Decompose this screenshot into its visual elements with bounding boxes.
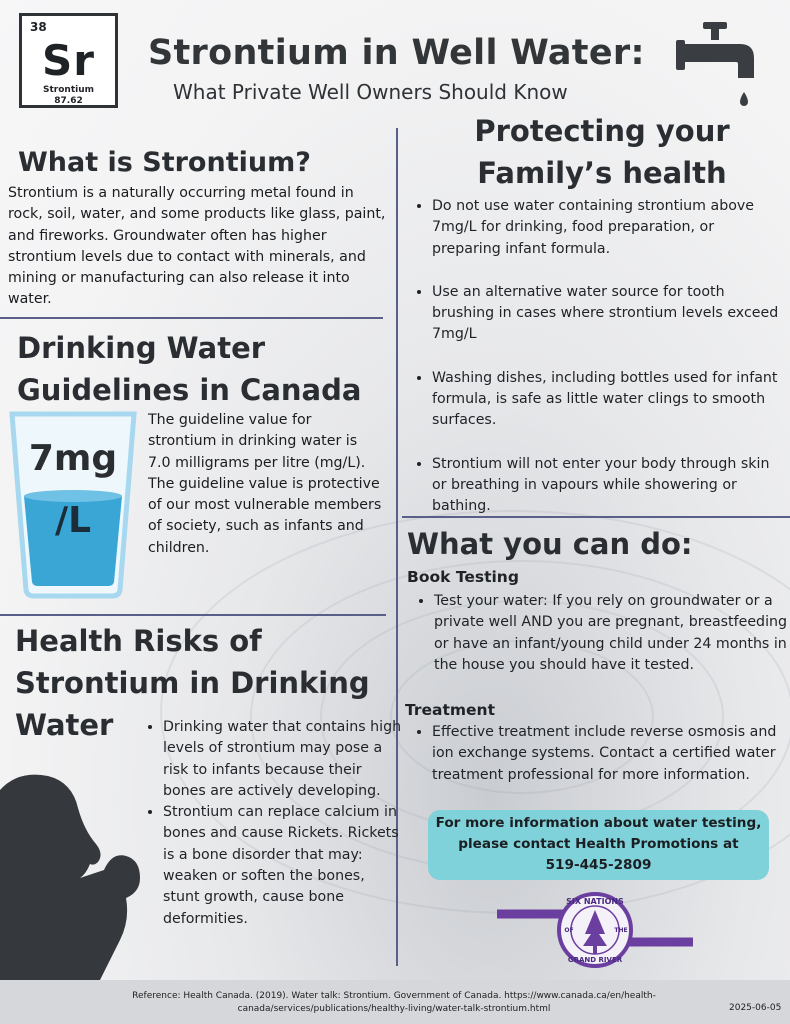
- logo-bottom-text: GRAND RIVER: [567, 956, 623, 964]
- footer-date: 2025-06-05: [729, 1003, 782, 1013]
- what-is-text: Strontium is a naturally occurring metal found in rock, soil, water, and some products like glass, paint, and fireworks. Groundwater often has higher strontium levels due to contact with minerals, and mining or manufacturing can also release it into water.: [8, 185, 386, 308]
- section-divider: [0, 317, 383, 319]
- element-symbol: Sr: [42, 36, 95, 85]
- health-risks-heading-line: Health Risks of: [15, 624, 262, 658]
- list-item: • Do not use water containing strontium above 7mg/L for drinking, food preparation, or preparing infant formula.: [432, 196, 780, 260]
- mother-child-silhouette: [0, 770, 145, 980]
- health-risks-heading-line: Strontium in Drinking: [15, 666, 370, 700]
- guidelines-heading-line: Guidelines in Canada: [17, 373, 362, 407]
- glass-value: 7mg: [28, 438, 118, 479]
- treatment-list: [410, 722, 790, 786]
- list-item: • Test your water: If you rely on groundwater or a private well AND you are pregnant, breastfeeding or have an infant/young child under 24 months in the house you should have it tested.: [434, 591, 790, 676]
- list-item: • Use an alternative water source for tooth brushing in cases where strontium levels exceed 7mg/L: [432, 282, 780, 346]
- atomic-number: 38: [30, 20, 47, 34]
- protecting-heading-line: Protecting your: [474, 114, 730, 148]
- guidelines-text: The guideline value for strontium in drinking water is 7.0 milligrams per litre (mg/L). The guideline value is protective of our most vulnerable members of society, such as infants and children.: [148, 412, 382, 556]
- faucet-icon: [670, 18, 760, 108]
- protecting-list: [410, 196, 780, 518]
- glass-unit: /L: [54, 500, 92, 541]
- list-item: • Strontium can replace calcium in bones and cause Rickets. Rickets is a bone disorder that may: weaken or soften the bones, stunt growth, cause bone deformities.: [163, 802, 403, 930]
- section-divider: [0, 614, 386, 616]
- element-tile: [19, 13, 118, 108]
- page-subtitle: What Private Well Owners Should Know: [173, 80, 568, 104]
- list-item: • Strontium will not enter your body through skin or breathing in vapours while showering or bathing.: [432, 454, 780, 518]
- what-is-heading: What is Strontium?: [18, 147, 311, 178]
- what-you-can-do-heading: What you can do:: [407, 527, 693, 561]
- treatment-label: Treatment: [405, 701, 496, 719]
- protecting-heading: [402, 110, 790, 194]
- logo-of-text: OF: [564, 927, 574, 934]
- protecting-heading-line: Family’s health: [477, 156, 727, 190]
- list-item: • Washing dishes, including bottles used for infant formula, is safe as little water clings to smooth surfaces.: [432, 368, 780, 432]
- logo-the-text: THE: [614, 927, 628, 934]
- contact-callout: [428, 810, 769, 880]
- book-testing-label: Book Testing: [407, 568, 519, 586]
- logo-top-text: SIX NATIONS: [566, 897, 624, 906]
- page-title: Strontium in Well Water:: [148, 33, 645, 73]
- testing-list: [412, 591, 790, 676]
- reference-text: Reference: Health Canada. (2019). Water talk: Strontium. Government of Canada. https://www.canada.ca/en/health-canada/services/publications/healthy-living/water-talk-strontium.html: [132, 991, 656, 1014]
- callout-phone: 519-445-2809: [545, 857, 652, 873]
- health-risks-list: [141, 717, 403, 930]
- callout-line: please contact Health Promotions at: [458, 836, 739, 852]
- six-nations-logo: [495, 890, 695, 980]
- element-name: Strontium: [43, 85, 94, 95]
- guidelines-heading-line: Drinking Water: [17, 331, 266, 365]
- list-item: • Effective treatment include reverse osmosis and ion exchange systems. Contact a certified water treatment professional for more information.: [432, 722, 790, 786]
- guidelines-heading: [17, 327, 361, 411]
- callout-line: For more information about water testing,: [435, 815, 762, 831]
- list-item: • Drinking water that contains high levels of strontium may pose a risk to infants because their bones are actively developing.: [163, 717, 403, 802]
- atomic-mass: 87.62: [54, 96, 83, 106]
- health-risks-heading-line: Water: [15, 708, 114, 742]
